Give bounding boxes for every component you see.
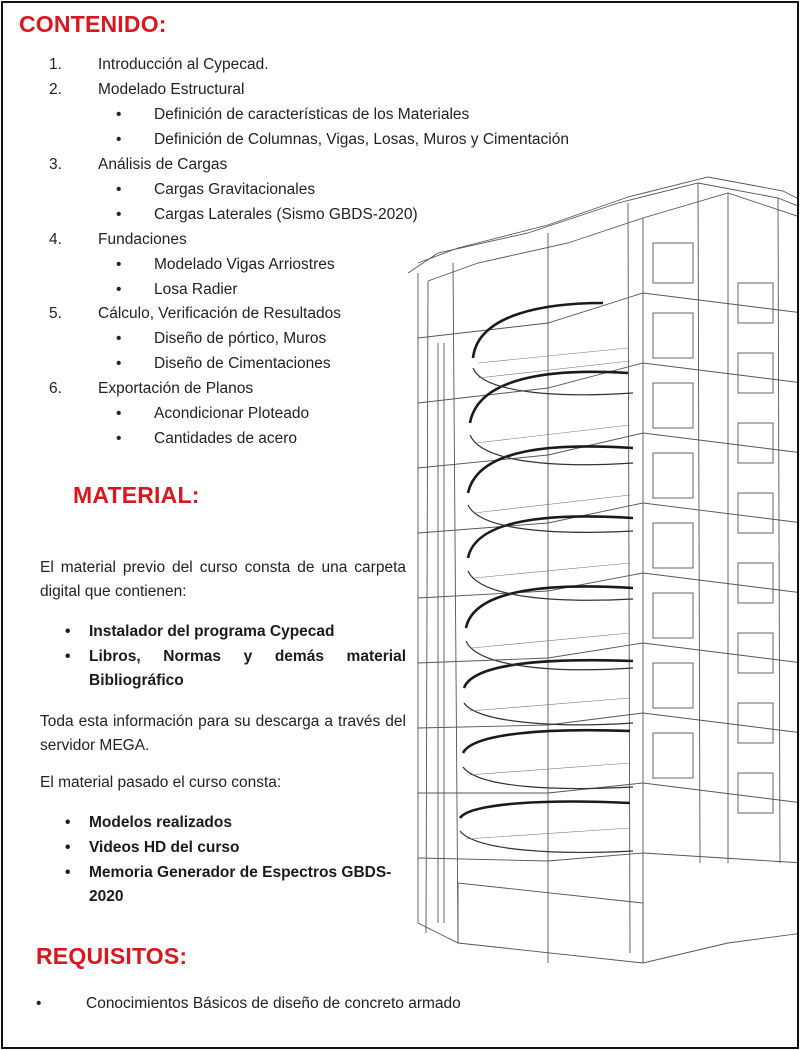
list-item-text: Instalador del programa Cypecad: [89, 623, 335, 640]
requisitos-heading: REQUISITOS:: [36, 943, 188, 969]
contenido-heading: CONTENIDO:: [19, 11, 167, 37]
bullet: •: [116, 355, 122, 372]
item-number: 6.: [49, 380, 62, 397]
bullet: •: [116, 430, 122, 447]
list-item-text: Modelos realizados: [89, 814, 232, 831]
bullet: •: [65, 623, 71, 640]
bullet: •: [116, 405, 122, 422]
page-frame: [1, 1, 799, 1049]
item-label: Modelado Estructural: [98, 81, 245, 98]
bullet: •: [116, 281, 122, 298]
bullet: •: [116, 256, 122, 273]
bullet: •: [65, 839, 71, 856]
list-item-text: Conocimientos Básicos de diseño de concreto armado: [86, 995, 461, 1012]
bullet: •: [116, 181, 122, 198]
building-wireframe-image: [398, 163, 799, 973]
list-item: [65, 620, 406, 644]
list-item-text: Libros, Normas y demás material Bibliográfico: [89, 648, 406, 689]
sub-item-label: Diseño de Cimentaciones: [154, 355, 331, 372]
material-intro: El material previo del curso consta de una carpeta digital que contienen:: [40, 559, 406, 600]
bullet: •: [116, 330, 122, 347]
item-label: Análisis de Cargas: [98, 156, 228, 173]
item-number: 5.: [49, 305, 62, 322]
material-heading: MATERIAL:: [73, 482, 200, 508]
bullet: •: [116, 131, 122, 148]
sub-item-label: Cargas Laterales (Sismo GBDS-2020): [154, 206, 418, 223]
material-previo-list: [65, 620, 406, 694]
item-label: Introducción al Cypecad.: [98, 56, 269, 73]
item-number: 2.: [49, 81, 62, 98]
list-item-text: Memoria Generador de Espectros GBDS-2020: [89, 864, 392, 905]
list-item: [65, 836, 406, 860]
sub-item-label: Definición de características de los Materiales: [154, 106, 470, 123]
sub-item-label: Cargas Gravitacionales: [154, 181, 316, 198]
bullet: •: [65, 648, 71, 665]
material-pasado-list: [65, 811, 406, 910]
bullet: •: [65, 814, 71, 831]
list-item-text: Videos HD del curso: [89, 839, 240, 856]
list-item: [65, 861, 406, 909]
sub-item-label: Losa Radier: [154, 281, 238, 298]
sub-item-label: Diseño de pórtico, Muros: [154, 330, 327, 347]
list-item: [65, 811, 406, 835]
material-pasado-intro: El material pasado el curso consta:: [40, 774, 282, 791]
item-number: 3.: [49, 156, 62, 173]
item-label: Cálculo, Verificación de Resultados: [98, 305, 341, 322]
sub-item-label: Acondicionar Ploteado: [154, 405, 310, 422]
bullet: •: [36, 995, 42, 1012]
list-item: [65, 645, 406, 693]
bullet: •: [116, 206, 122, 223]
sub-item-label: Cantidades de acero: [154, 430, 298, 447]
item-number: 1.: [49, 56, 62, 73]
item-number: 4.: [49, 231, 62, 248]
item-label: Exportación de Planos: [98, 380, 254, 397]
material-descarga: Toda esta información para su descarga a través del servidor MEGA.: [40, 713, 406, 754]
sub-item-label: Modelado Vigas Arriostres: [154, 256, 335, 273]
sub-item-label: Definición de Columnas, Vigas, Losas, Muros y Cimentación: [154, 131, 569, 148]
bullet: •: [116, 106, 122, 123]
item-label: Fundaciones: [98, 231, 187, 248]
bullet: •: [65, 864, 71, 881]
